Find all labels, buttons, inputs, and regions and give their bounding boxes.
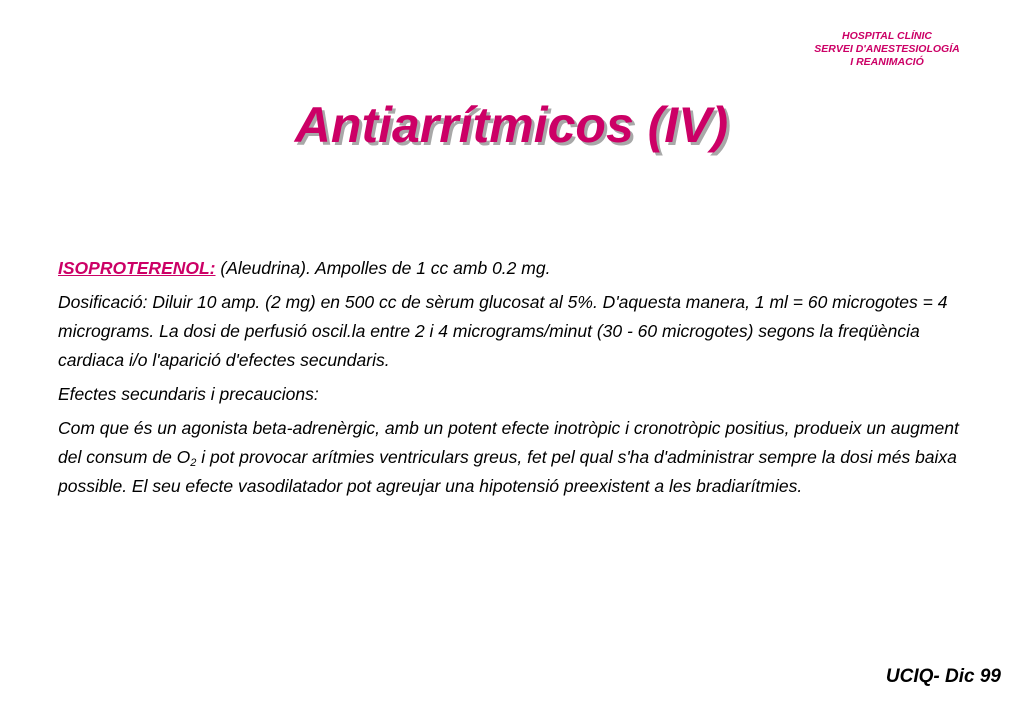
hospital-header xyxy=(777,30,997,69)
hospital-name: HOSPITAL CLÍNIC xyxy=(841,30,933,42)
drug-paragraph xyxy=(58,254,968,283)
drug-description: (Aleudrina). Ampolles de 1 cc amb 0.2 mg. xyxy=(215,258,551,278)
slide-content xyxy=(58,254,968,506)
footer-label: UCIQ- Dic 99 xyxy=(885,666,1001,687)
slide-title: Antiarrítmicos (IV) xyxy=(294,97,729,153)
department-subtitle: I REANIMACIÓ xyxy=(850,56,924,68)
department-name: SERVEI D'ANESTESIOLOGÍA xyxy=(814,43,960,55)
drug-name: ISOPROTERENOL: xyxy=(58,258,216,278)
effects-paragraph xyxy=(58,414,968,501)
effects-heading: Efectes secundaris i precaucions: xyxy=(58,384,319,404)
effects-text-part2: i pot provocar arítmies ventriculars greus, fet pel qual s'ha d'administrar sempre la dosi més baixa possible. El seu efecte vasodilatador pot agreujar una hipotensió preexistent a les bradiarítmies. xyxy=(58,447,957,496)
oxygen-subscript: 2 xyxy=(190,457,197,469)
effects-text-part1: Com que és un agonista beta-adrenèrgic, amb un potent efecte inotròpic i cronotròpic positius, produeix un augment del consum de O xyxy=(58,418,959,467)
dosage-paragraph: Dosificació: Diluir 10 amp. (2 mg) en 500 cc de sèrum glucosat al 5%. D'aquesta manera, 1 ml = 60 microgotes = 4 micrograms. La dosi de perfusió oscil.la entre 2 i 4 micrograms/minut (30 - 60 microgotes) segons la freqüència cardiaca i/o l'aparició d'efectes secundaris. xyxy=(58,292,948,370)
